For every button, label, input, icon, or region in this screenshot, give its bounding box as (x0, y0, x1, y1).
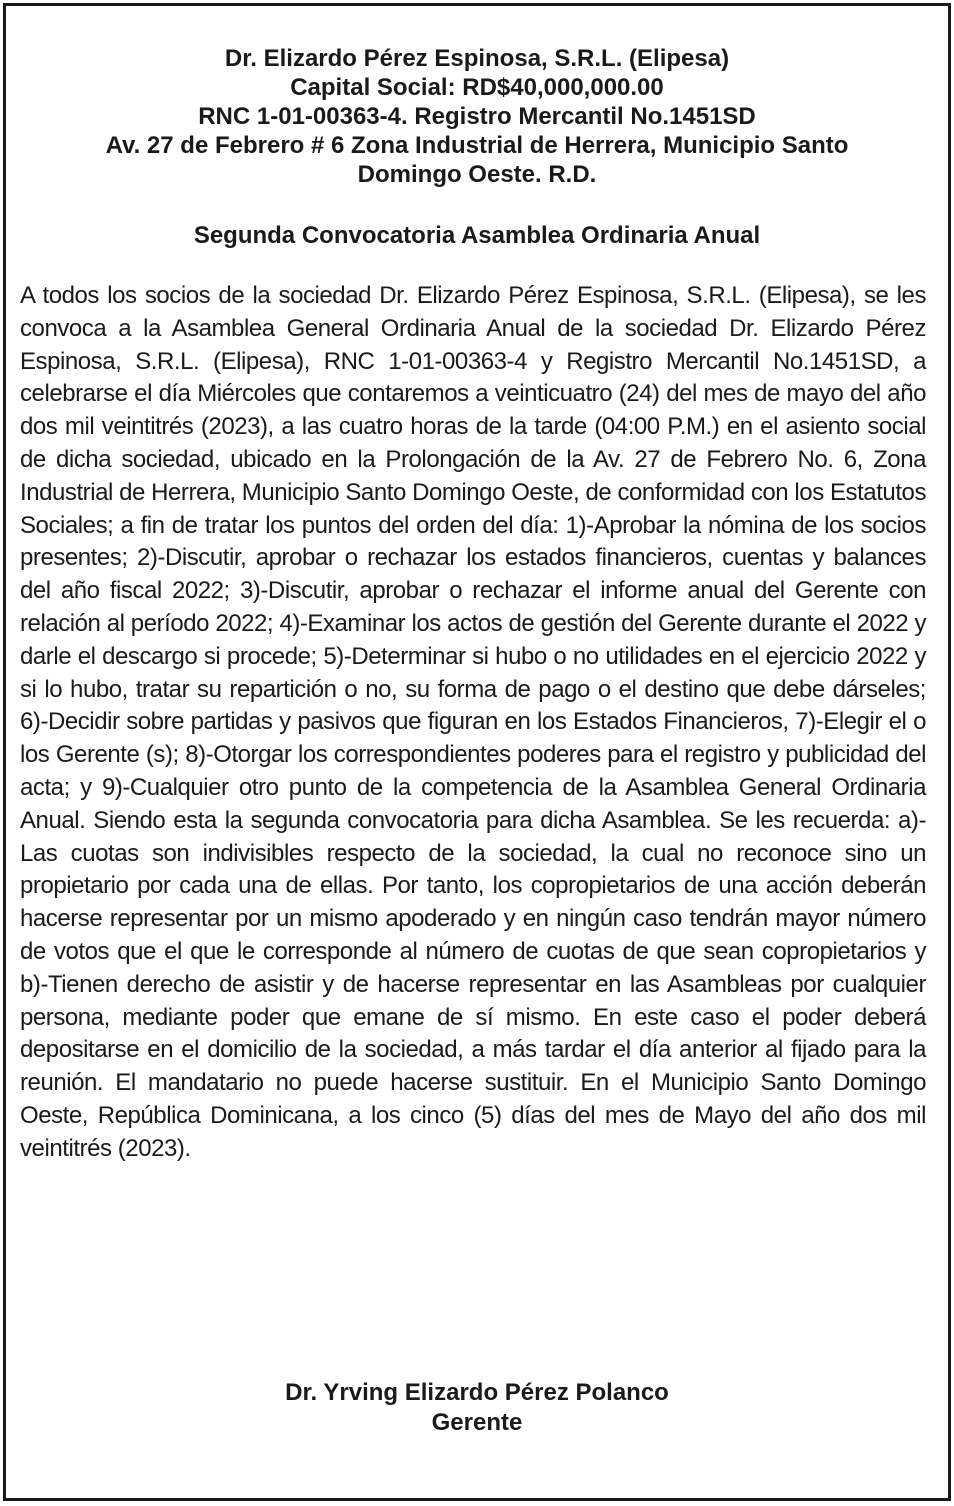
capital-social: Capital Social: RD$40,000,000.00 (290, 74, 664, 101)
signatory-position: Gerente (431, 1409, 523, 1436)
notice-body: A todos los socios de la sociedad Dr. Elizardo Pérez Espinosa, S.R.L. (Elipesa), se les convoca a la Asamblea General Ordinaria Anual de la sociedad Dr. Elizardo Pérez Espinosa, S.R.L. (Elipesa), RNC 1-01-00363-4 y Registro Mercantil No.1451SD, a celebrarse el día Miércoles que contaremos a veinticuatro (24) del mes de mayo del año dos mil veintitrés (2023), a las cuatro horas de la tarde (04:00 P.M.) en el asiento social de dicha sociedad, ubicado en la Prolongación de la Av. 27 de Febrero No. 6, Zona Industrial de Herrera, Municipio Santo Domingo Oeste, de conformidad con los Estatutos Sociales; a fin de tratar los puntos del orden del día: 1)-Aprobar la nómina de los socios presentes; 2)-Discutir, aprobar o rechazar los estados financieros, cuentas y balances del año fiscal 2022; 3)-Discutir, aprobar o rechazar el informe anual del Gerente con relación al período 2022; 4)-Examinar los actos de gestión del Gerente durante el 2022 y darle el descargo si procede; 5)-Determinar si hubo o no utilidades en el ejercicio 2022 y si lo hubo, tratar su repartición o no, su forma de pago o el destino que debe dárseles; 6)-Decidir sobre partidas y pasivos que figuran en los Estados Financieros, 7)-Elegir el o los Gerente (s); 8)-Otorgar los correspondientes poderes para el registro y publicidad del acta; y 9)-Cualquier otro punto de la competencia de la Asamblea General Ordinaria Anual. Siendo esta la segunda convocatoria para dicha Asamblea. Se les recuerda: a)-Las cuotas son indivisibles respecto de la sociedad, la cual no reconoce sino un propietario por cada una de ellas. Por tanto, los copropietarios de una acción deberán hacerse representar por un mismo apoderado y en ningún caso tendrán mayor número de votos que el que le corresponde al número de cuotas de que sean copropietarios y b)-Tienen derecho de asistir y de hacerse representar en las Asambleas por cualquier persona, mediante poder que emane de sí mismo. En este caso el poder deberá depositarse en el domicilio de la sociedad, a más tardar el día anterior al fijado para la reunión. El mandatario no puede hacerse sustituir. En el Municipio Santo Domingo Oeste, República Dominicana, a los cinco (5) días del mes de Mayo del año dos mil veintitrés (2023). (20, 282, 926, 1162)
registry-info: RNC 1-01-00363-4. Registro Mercantil No.1451SD (198, 103, 756, 130)
address-line-2: Domingo Oeste. R.D. (357, 161, 597, 188)
signatory-name: Dr. Yrving Elizardo Pérez Polanco (285, 1379, 669, 1406)
notice-title: Segunda Convocatoria Asamblea Ordinaria Anual (193, 222, 761, 249)
company-name: Dr. Elizardo Pérez Espinosa, S.R.L. (Elipesa) (224, 45, 730, 72)
notice-header (20, 44, 934, 189)
address-line-1: Av. 27 de Febrero # 6 Zona Industrial de Herrera, Municipio Santo (105, 132, 849, 159)
signature-block (20, 1378, 934, 1438)
